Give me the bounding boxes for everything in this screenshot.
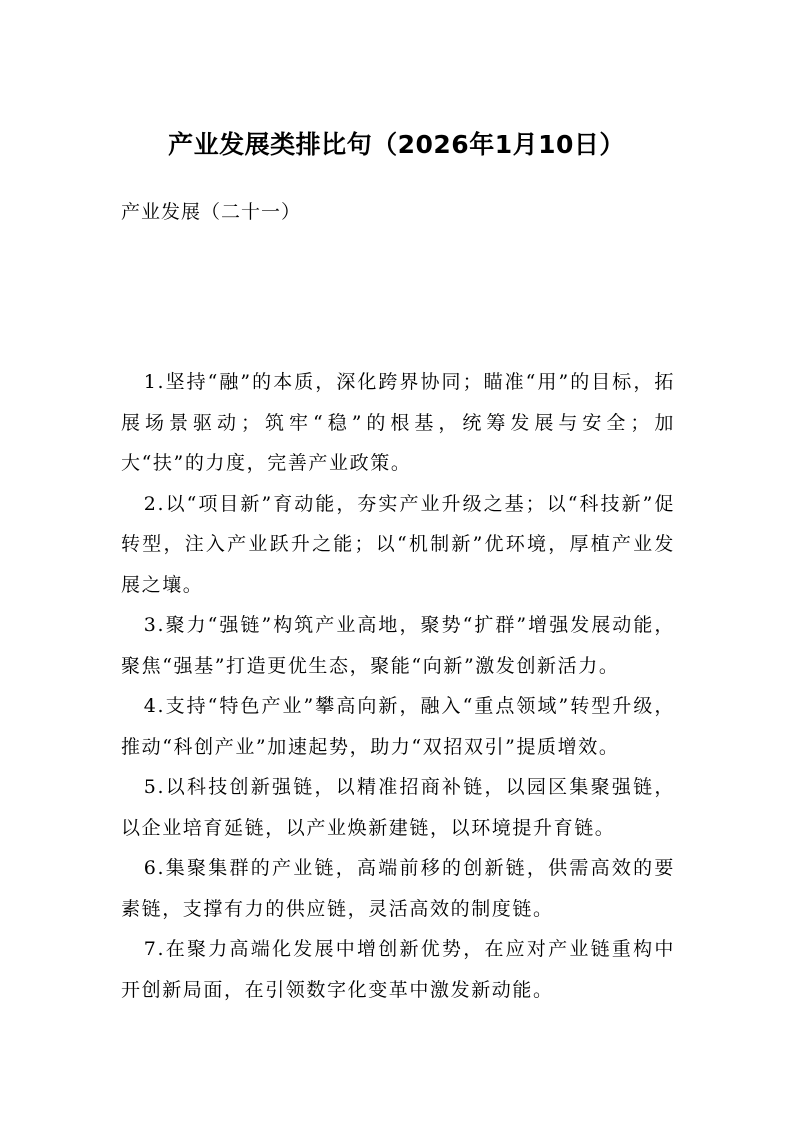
paragraph-3: 3.聚力“强链”构筑产业高地，聚势“扩群”增强发展动能，聚焦“强基”打造更优生态，聚能“向新”激发创新活力。 (121, 614, 675, 677)
paragraph-5: 5.以科技创新强链，以精准招商补链，以园区集聚强链，以企业培育延链，以产业焕新建链，以环境提升育链。 (121, 776, 675, 839)
section-subtitle: 产业发展（二十一） (121, 201, 302, 223)
document-body (121, 362, 675, 1010)
paragraph-1: 1.坚持“融”的本质，深化跨界协同；瞄准“用”的目标，拓展场景驱动；筑牢“稳”的根基，统筹发展与安全；加大“扶”的力度，完善产业政策。 (121, 371, 675, 474)
paragraph-4: 4.支持“特色产业”攀高向新，融入“重点领域”转型升级，推动“科创产业”加速起势，助力“双招双引”提质增效。 (121, 695, 675, 758)
paragraph-6: 6.集聚集群的产业链，高端前移的创新链，供需高效的要素链，支撑有力的供应链，灵活高效的制度链。 (121, 857, 675, 920)
paragraph-7: 7.在聚力高端化发展中增创新优势，在应对产业链重构中开创新局面，在引领数字化变革中激发新动能。 (121, 938, 675, 1001)
paragraph-2: 2.以“项目新”育动能，夯实产业升级之基；以“科技新”促转型，注入产业跃升之能；以“机制新”优环境，厚植产业发展之壤。 (121, 492, 675, 596)
document-title: 产业发展类排比句（2026年1月10日） (168, 130, 625, 159)
